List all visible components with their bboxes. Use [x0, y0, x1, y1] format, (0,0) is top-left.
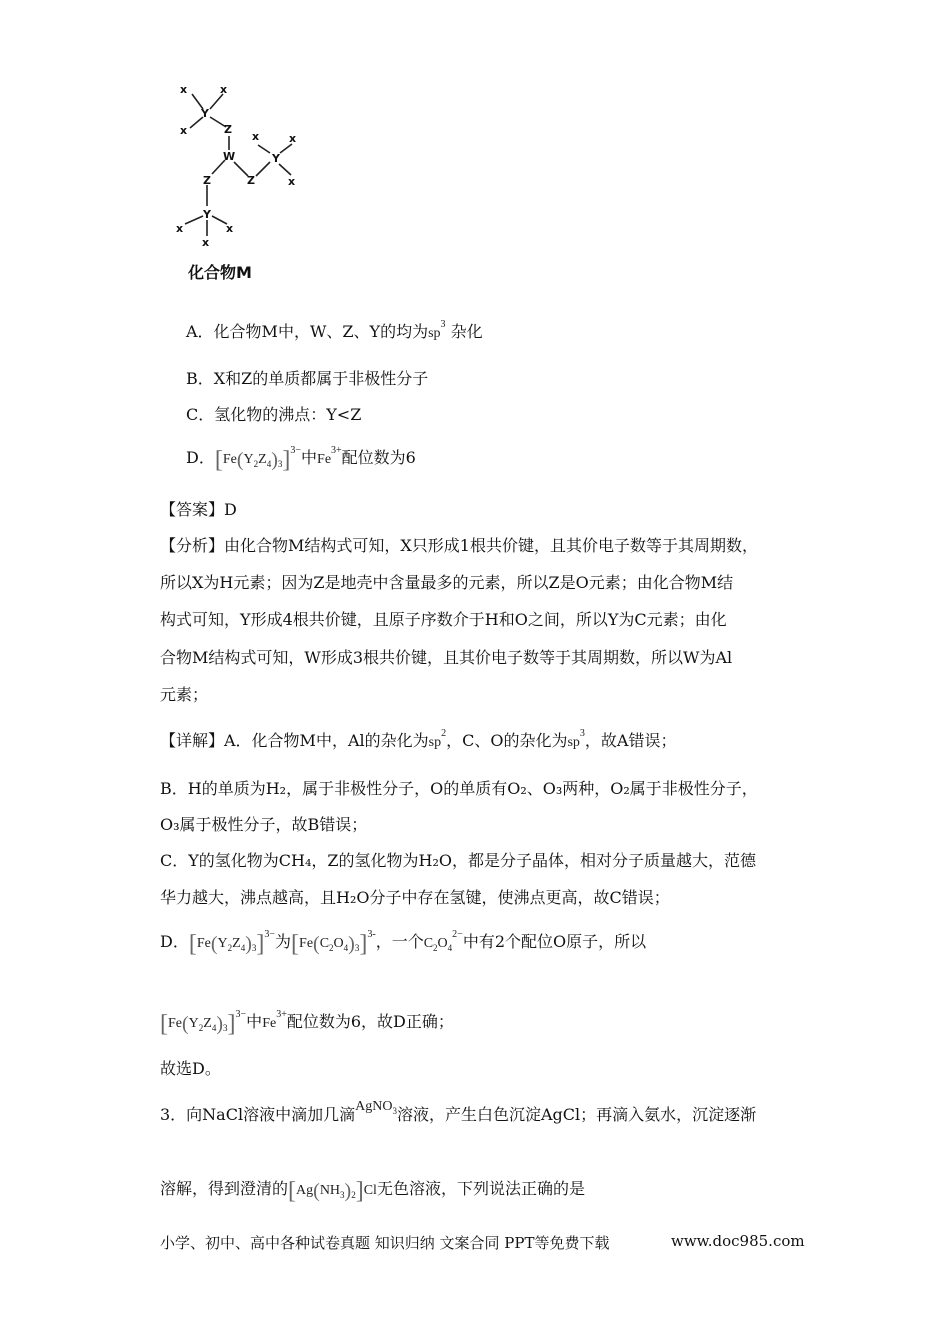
option-c: C．氢化物的沸点：Y<Z	[186, 405, 362, 424]
option-a: A．化合物M中，W、Z、Y的均为$sp^3$ 杂化	[186, 319, 483, 341]
atom-x: x	[202, 236, 210, 249]
atom-x: x	[176, 222, 184, 235]
atom-y: Y	[203, 208, 211, 221]
fe-ion: $Fe^{3+}$	[317, 445, 342, 467]
atom-z: Z	[203, 174, 211, 187]
atom-z: Z	[247, 174, 255, 187]
analysis-line: 所以X为H元素；因为Z是地壳中含量最多的元素，所以Z是O元素；由化合物M结	[160, 573, 734, 592]
detail-d-line: $[Fe(Y_2Z_4)_3]^{3-}$中$Fe^{3+}$配位数为6，故D正确；	[160, 1009, 454, 1037]
analysis-line: 元素；	[160, 685, 209, 704]
option-d: D．$[Fe(Y_2Z_4)_3]^{3-}$中$Fe^{3+}$配位数为6	[186, 445, 416, 473]
al-hybrid: $sp^2$	[428, 728, 447, 750]
oxalato-complex: $[Fe(C_2O_4)_3]^{3-}$	[291, 929, 376, 957]
figure-caption: 化合物M	[188, 263, 252, 282]
atom-x: x	[220, 83, 228, 96]
hybrid-label: $sp^3$	[428, 319, 446, 341]
detail-d-line: D．$[Fe(Y_2Z_4)_3]^{3-}$为$[Fe(C_2O_4)_3]^{3-}$，一个$C_2O_4^{2-}$中有2个配位O原子，所以	[160, 929, 647, 957]
atom-x: x	[226, 222, 234, 235]
analysis-line: 构式可知，Y形成4根共价键，且原子序数介于H和O之间，所以Y为C元素；由化	[160, 610, 727, 629]
detail-b-line: O₃属于极性分子，故B错误；	[160, 815, 368, 834]
question-3-line: 溶解，得到澄清的$[Ag(NH_3)_2]Cl$无色溶液，下列说法正确的是	[160, 1177, 585, 1204]
complex-formula: $[Fe(Y_2Z_4)_3]^{3-}$	[214, 445, 302, 473]
compound-m-structure	[170, 78, 320, 284]
atom-x: x	[180, 124, 188, 137]
fe-ion: $Fe^{3+}$	[262, 1009, 287, 1031]
atom-y: Y	[201, 107, 209, 120]
atom-x: x	[288, 175, 296, 188]
agno3-formula: AgNO$_3$	[355, 1099, 397, 1116]
atom-w: W	[223, 150, 236, 163]
complex-formula: $[Fe(Y_2Z_4)_3]^{3-}$	[160, 1009, 247, 1037]
analysis-line: 【分析】由化合物M结构式可知，X只形成1根共价键，且其价电子数等于其周期数，	[160, 536, 758, 555]
complex-formula: $[Fe(Y_2Z_4)_3]^{3-}$	[188, 929, 276, 957]
atom-x: x	[252, 130, 260, 143]
atom-x: x	[180, 83, 188, 96]
option-b: B．X和Z的单质都属于非极性分子	[186, 369, 429, 388]
detail-a: 【详解】A．化合物M中，Al的杂化为$sp^2$，C、O的杂化为$sp^3$，故A错误；	[160, 728, 677, 750]
analysis-line: 合物M结构式可知，W形成3根共价键，且其价电子数等于其周期数，所以W为Al	[160, 648, 733, 667]
detail-b-line: B．H的单质为H₂，属于非极性分子，O的单质有O₂、O₃两种，O₂属于非极性分子，	[160, 779, 758, 798]
oxalate-ion: $C_2O_4^{2-}$	[423, 929, 463, 953]
co-hybrid: $sp^3$	[567, 728, 585, 750]
diammine-silver-formula: $[Ag(NH_3)_2]Cl$	[288, 1177, 377, 1204]
answer-line: 【答案】D	[160, 500, 237, 519]
detail-c-line: C．Y的氢化物为CH₄，Z的氢化物为H₂O，都是分子晶体，相对分子质量越大，范德	[160, 851, 757, 870]
conclusion: 故选D。	[160, 1059, 221, 1078]
question-3-line: 3．向NaCl溶液中滴加几滴AgNO$_3$溶液，产生白色沉淀AgCl；再滴入氨水，沉淀逐渐	[160, 1099, 757, 1124]
atom-z: Z	[224, 123, 232, 136]
footer-url[interactable]: www.doc985.com	[671, 1232, 805, 1250]
atom-x: x	[289, 132, 297, 145]
footer-text: 小学、初中、高中各种试卷真题 知识归纳 文案合同 PPT等免费下载	[160, 1234, 610, 1252]
detail-c-line: 华力越大，沸点越高，且H₂O分子中存在氢键，使沸点更高，故C错误；	[160, 888, 670, 907]
atom-y: Y	[272, 152, 280, 165]
